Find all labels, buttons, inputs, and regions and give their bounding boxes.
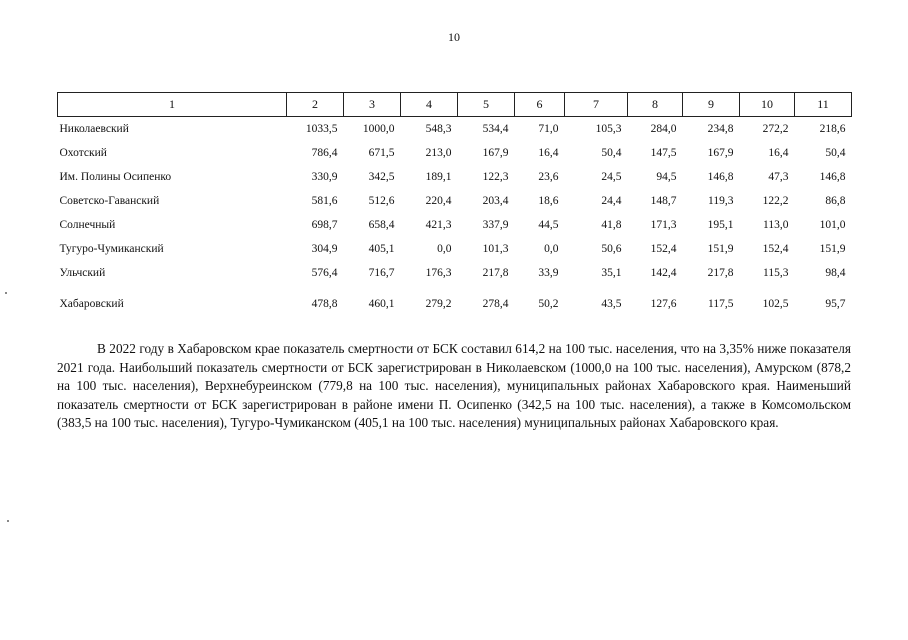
- summary-paragraph: В 2022 году в Хабаровском крае показатель смертности от БСК составил 614,2 на 100 тыс. населения, что на 3,35% ниже показателя 2021 года. Наибольший показатель смертности от БСК зарегистрирован в Николаевском (1000,0 на 100 тыс. населения), Амурском (878,2 на 100 тыс. населения), Верхнебуреинском (779,8 на 100 тыс. населения), муниципальных районах Хабаровского края. Наименьший показатель смертности от БСК зарегистрирован в районе имени П. Осипенко (342,5 на 100 тыс. населения), а также в Комсомольском (383,5 на 100 тыс. населения), Тугуро-Чумиканском (405,1 на 100 тыс. населения) муниципальных районах Хабаровского края.: [57, 341, 851, 430]
- spacer-cell: [58, 285, 852, 292]
- table-row: [58, 117, 852, 142]
- value-cell: 337,9: [482, 219, 509, 231]
- value-cell: 95,7: [825, 298, 846, 310]
- value-cell: 127,6: [650, 298, 677, 310]
- value-cell: 171,3: [650, 219, 677, 231]
- value-cell: 119,3: [708, 195, 734, 207]
- value-cell: 203,4: [482, 195, 509, 207]
- column-header: 2: [287, 93, 344, 117]
- value-cell: 272,2: [762, 123, 789, 135]
- value-cell: 278,4: [482, 298, 509, 310]
- value-cell: 146,8: [707, 171, 734, 183]
- column-header: 8: [628, 93, 683, 117]
- value-cell: 195,1: [707, 219, 734, 231]
- district-name: Охотский: [59, 147, 107, 159]
- column-header: 4: [401, 93, 458, 117]
- value-cell: 304,9: [311, 243, 338, 255]
- value-cell: 16,4: [538, 147, 559, 159]
- value-cell: 41,8: [601, 219, 622, 231]
- value-cell: 50,2: [538, 298, 559, 310]
- column-header: 3: [344, 93, 401, 117]
- value-cell: 0,0: [544, 243, 559, 255]
- row-spacer: [58, 285, 852, 292]
- value-cell: 1000,0: [362, 123, 395, 135]
- value-cell: 218,6: [819, 123, 846, 135]
- value-cell: 16,4: [768, 147, 789, 159]
- column-header: 1: [58, 93, 287, 117]
- value-cell: 47,3: [768, 171, 789, 183]
- column-header: 7: [565, 93, 628, 117]
- value-cell: 151,9: [819, 243, 846, 255]
- value-cell: 122,3: [482, 171, 509, 183]
- value-cell: 284,0: [650, 123, 677, 135]
- value-cell: 478,8: [311, 298, 338, 310]
- value-cell: 167,9: [482, 147, 509, 159]
- district-name: Им. Полины Осипенко: [59, 171, 172, 183]
- value-cell: 213,0: [425, 147, 452, 159]
- district-name: Николаевский: [59, 123, 129, 135]
- value-cell: 658,4: [368, 219, 395, 231]
- district-name: Тугуро-Чумиканский: [59, 243, 164, 255]
- value-cell: 44,5: [538, 219, 559, 231]
- column-header: 10: [740, 93, 795, 117]
- value-cell: 23,6: [538, 171, 559, 183]
- column-header: 5: [458, 93, 515, 117]
- value-cell: 220,4: [425, 195, 452, 207]
- value-cell: 512,6: [368, 195, 395, 207]
- table-row: [58, 237, 852, 261]
- value-cell: 43,5: [601, 298, 622, 310]
- table-row: [58, 165, 852, 189]
- value-cell: 105,3: [595, 123, 622, 135]
- value-cell: 405,1: [368, 243, 395, 255]
- value-cell: 71,0: [538, 123, 559, 135]
- value-cell: 122,2: [762, 195, 789, 207]
- value-cell: 217,8: [707, 267, 734, 279]
- value-cell: 581,6: [311, 195, 338, 207]
- value-cell: 176,3: [425, 267, 452, 279]
- value-cell: 576,4: [311, 267, 338, 279]
- value-cell: 50,4: [825, 147, 846, 159]
- value-cell: 152,4: [762, 243, 789, 255]
- value-cell: 115,3: [763, 267, 789, 279]
- value-cell: 35,1: [601, 267, 622, 279]
- value-cell: 671,5: [368, 147, 395, 159]
- page-number: 10: [448, 30, 460, 44]
- value-cell: 189,1: [425, 171, 452, 183]
- value-cell: 142,4: [650, 267, 677, 279]
- value-cell: 716,7: [368, 267, 395, 279]
- district-name: Хабаровский: [59, 298, 124, 310]
- value-cell: 147,5: [650, 147, 677, 159]
- district-name: Солнечный: [59, 219, 116, 231]
- value-cell: 460,1: [368, 298, 395, 310]
- scan-speck: [5, 292, 7, 294]
- header-row: [58, 93, 852, 117]
- value-cell: 698,7: [311, 219, 338, 231]
- column-header: 11: [795, 93, 852, 117]
- value-cell: 217,8: [482, 267, 509, 279]
- table-row: [58, 189, 852, 213]
- value-cell: 146,8: [819, 171, 846, 183]
- value-cell: 0,0: [437, 243, 452, 255]
- value-cell: 534,4: [482, 123, 509, 135]
- table-row: [58, 292, 852, 316]
- value-cell: 117,5: [708, 298, 734, 310]
- value-cell: 86,8: [825, 195, 846, 207]
- value-cell: 548,3: [425, 123, 452, 135]
- table-header: [58, 93, 852, 117]
- value-cell: 18,6: [538, 195, 559, 207]
- value-cell: 342,5: [368, 171, 395, 183]
- value-cell: 167,9: [707, 147, 734, 159]
- value-cell: 279,2: [425, 298, 452, 310]
- value-cell: 786,4: [311, 147, 338, 159]
- value-cell: 152,4: [650, 243, 677, 255]
- scan-speck: [7, 520, 9, 522]
- value-cell: 151,9: [707, 243, 734, 255]
- column-header: 9: [683, 93, 740, 117]
- value-cell: 101,3: [482, 243, 509, 255]
- value-cell: 33,9: [538, 267, 559, 279]
- value-cell: 50,6: [601, 243, 622, 255]
- value-cell: 94,5: [656, 171, 677, 183]
- value-cell: 24,4: [601, 195, 622, 207]
- table-row: [58, 261, 852, 285]
- value-cell: 113,0: [763, 219, 789, 231]
- value-cell: 330,9: [311, 171, 338, 183]
- value-cell: 24,5: [601, 171, 622, 183]
- value-cell: 421,3: [425, 219, 452, 231]
- value-cell: 1033,5: [305, 123, 338, 135]
- table-body: [58, 117, 852, 317]
- value-cell: 50,4: [601, 147, 622, 159]
- value-cell: 148,7: [650, 195, 677, 207]
- table-row: [58, 213, 852, 237]
- district-name: Ульчский: [59, 267, 106, 279]
- district-name: Советско-Гаванский: [59, 195, 160, 207]
- mortality-table: [57, 92, 852, 316]
- value-cell: 101,0: [819, 219, 846, 231]
- table-row: [58, 141, 852, 165]
- value-cell: 98,4: [825, 267, 846, 279]
- value-cell: 234,8: [707, 123, 734, 135]
- value-cell: 102,5: [762, 298, 789, 310]
- column-header: 6: [515, 93, 565, 117]
